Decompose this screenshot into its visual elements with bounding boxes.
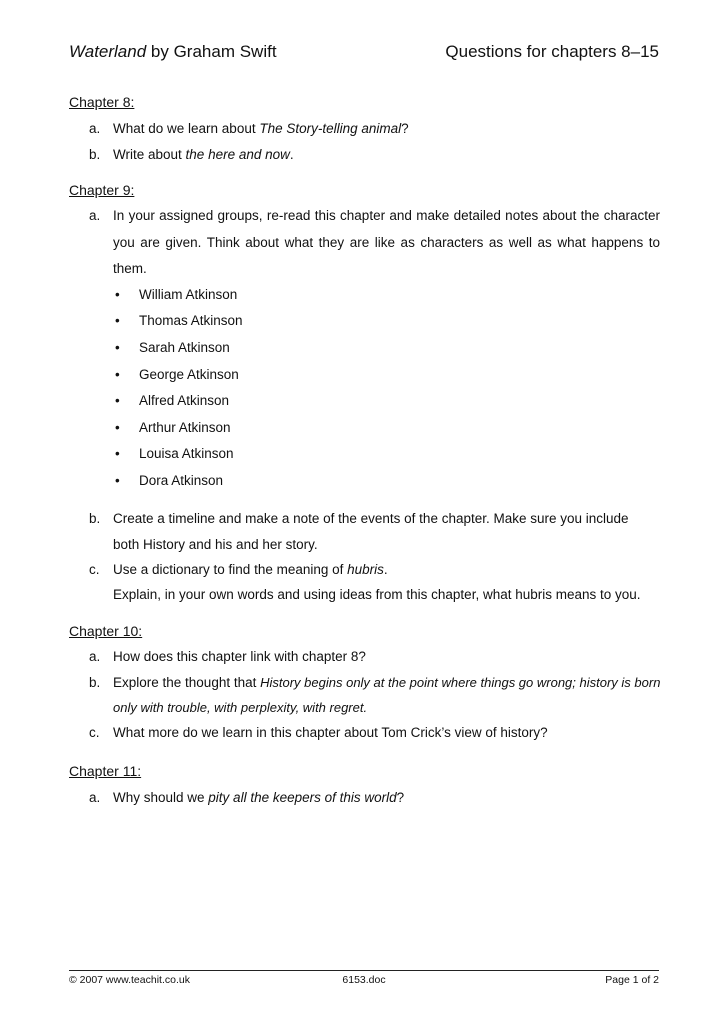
chapter-9-question-b-line-1: Create a timeline and make a note of the events of the chapter. Make sure you include [113,511,629,526]
page-footer [69,974,659,990]
character-list-item: • Sarah Atkinson [115,340,230,355]
page-header [69,42,659,66]
chapter-10-question-c: c. What more do we learn in this chapter about Tom Crick’s view of history? [89,725,548,740]
chapter-11-question-a: a. Why should we pity all the keepers of this world? [89,790,405,805]
chapter-9-question-b-label: b. [89,511,101,526]
chapter-10-heading: Chapter 10: [69,623,143,639]
copyright-text: © 2007 www.teachit.co.uk [69,974,190,986]
character-list-item: • Louisa Atkinson [115,446,234,461]
character-list-item: • George Atkinson [115,367,239,382]
document-filename: 6153.doc [342,974,386,986]
chapter-8-question-a: a. What do we learn about The Story-telling animal? [89,121,409,136]
chapter-8-heading: Chapter 8: [69,94,135,110]
page-number: Page 1 of 2 [605,974,659,986]
chapter-9-question-c-line-2: Explain, in your own words and using ideas from this chapter, what hubris means to you. [113,587,641,602]
chapter-10-question-a: a. How does this chapter link with chapter 8? [89,649,366,664]
document-title: Waterland by Graham Swift [69,42,277,61]
chapter-10-question-b: b. Explore the thought that History begins only at the point where things go wrong; history is born [89,675,661,690]
chapter-10-question-b-line-2: only with trouble, with perplexity, with regret. [113,700,368,715]
chapter-9-question-a-label: a. [89,208,101,223]
character-list-item: • William Atkinson [115,287,238,302]
chapter-9-question-a-line-2: you are given. Think about what they are like as characters as well as what happens to [113,235,660,250]
chapter-9-question-c: c. Use a dictionary to find the meaning of hubris. [89,562,388,577]
chapter-9-question-b-line-2: both History and his and her story. [113,537,318,552]
chapter-9-heading: Chapter 9: [69,182,135,198]
chapter-8-question-b: b. Write about the here and now. [89,147,294,162]
character-list-item: • Alfred Atkinson [115,393,230,408]
character-list-item: • Thomas Atkinson [115,313,243,328]
chapter-9-question-a-line-1: In your assigned groups, re-read this chapter and make detailed notes about the character [113,208,660,223]
chapter-9-question-a-line-3: them. [113,261,147,276]
character-list-item: • Arthur Atkinson [115,420,231,435]
character-list-item: • Dora Atkinson [115,473,224,488]
footer-divider [69,970,659,971]
document-subtitle: Questions for chapters 8–15 [445,42,659,61]
chapter-11-heading: Chapter 11: [69,763,142,779]
